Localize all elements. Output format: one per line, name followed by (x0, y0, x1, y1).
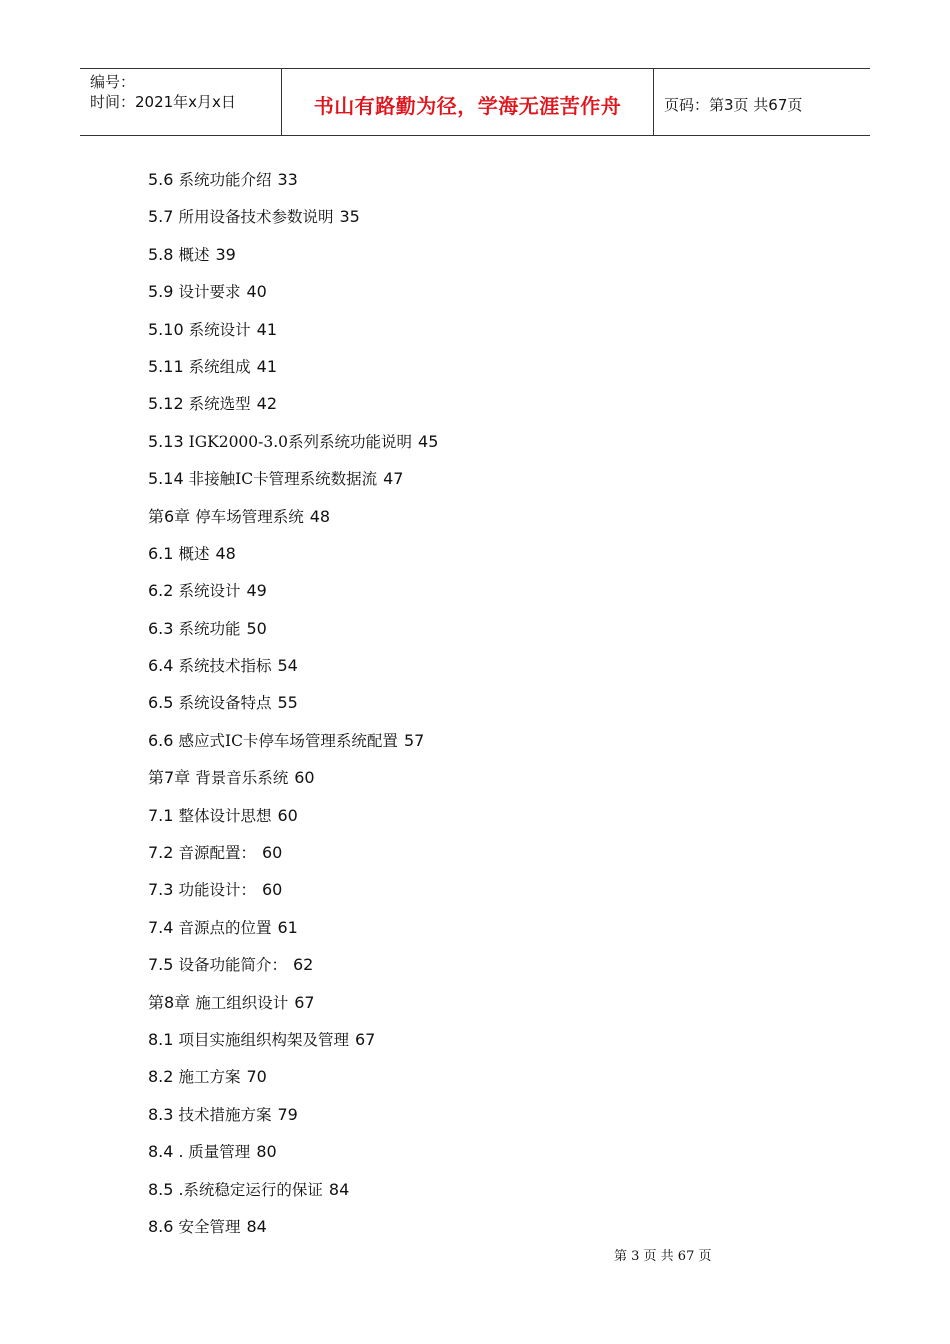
toc-entry-title: 背景音乐系统 (195, 769, 289, 788)
page-footer: 第 3 页 共 67 页 (614, 1249, 712, 1264)
toc-entry[interactable] (148, 203, 438, 240)
toc-entry-number: 6.2 (148, 581, 174, 601)
toc-entry[interactable] (148, 1101, 438, 1138)
toc-entry-title: 系统功能介绍 (178, 171, 272, 189)
toc-entry-title: 音源配置： (178, 844, 256, 863)
toc-entry-page: 33 (277, 170, 298, 189)
header-meta-cell (80, 69, 282, 135)
toc-entry-page: 49 (246, 581, 267, 601)
toc-entry-page: 67 (294, 992, 315, 1012)
toc-entry[interactable] (148, 764, 438, 801)
toc-entry-number: 6.5 (148, 693, 174, 713)
toc-entry-title: 系统设计 (188, 320, 251, 339)
toc-entry-title: 安全管理 (178, 1217, 241, 1236)
toc-entry-page: 39 (215, 244, 236, 264)
toc-entry-title: IGK2000-3.0系列系统功能说明 (188, 432, 413, 451)
toc-entry-number: 8.4 (148, 1142, 174, 1162)
toc-entry-title: 设计要求 (178, 283, 241, 302)
toc-entry-title: 项目实施组织构架及管理 (178, 1030, 349, 1049)
toc-entry-page: 42 (256, 394, 277, 414)
header-page-cell (654, 69, 870, 135)
toc-entry[interactable] (148, 278, 438, 315)
toc-entry-title: 系统选型 (188, 395, 251, 414)
toc-entry-title: 系统设计 (178, 582, 241, 601)
toc-entry-page: 35 (339, 207, 360, 227)
toc-entry-page: 84 (246, 1216, 267, 1236)
toc-entry[interactable] (148, 652, 438, 689)
toc-entry-title: 停车场管理系统 (195, 507, 304, 526)
toc-entry[interactable] (148, 1138, 438, 1175)
toc-entry-page: 54 (277, 656, 298, 676)
toc-entry[interactable] (148, 839, 438, 876)
toc-entry-page: 60 (277, 805, 298, 825)
date-label: 时间：2021年x月x日 (90, 93, 236, 111)
page-header (80, 68, 870, 136)
toc-entry-title: 功能设计： (178, 881, 256, 900)
toc-entry-page: 60 (294, 768, 315, 788)
toc-entry-title: 技术措施方案 (178, 1105, 272, 1124)
toc-entry-number: 7.5 (148, 955, 174, 975)
toc-entry[interactable] (148, 241, 438, 278)
toc-entry-number: 8.2 (148, 1067, 174, 1087)
toc-entry[interactable] (148, 1063, 438, 1100)
toc-entry[interactable] (148, 951, 438, 988)
toc-entry-number: 5.13 (148, 431, 184, 451)
toc-entry[interactable] (148, 1213, 438, 1250)
header-motto-cell (282, 69, 654, 135)
toc-entry-number: 6.3 (148, 618, 174, 638)
toc-entry[interactable] (148, 802, 438, 839)
toc-entry-page: 48 (215, 543, 236, 563)
toc-entry-title: 系统设备特点 (178, 694, 272, 713)
toc-entry-title: 施工组织设计 (195, 993, 289, 1012)
toc-entry-page: 80 (256, 1142, 277, 1162)
toc-entry-title: 概述 (178, 245, 210, 264)
toc-entry[interactable] (148, 914, 438, 951)
toc-entry-number: 第6章 (148, 506, 191, 526)
toc-entry-number: 第7章 (148, 768, 191, 788)
toc-entry-page: 55 (277, 693, 298, 713)
toc-entry-page: 40 (246, 282, 267, 302)
toc-entry-number: 6.1 (148, 543, 174, 563)
toc-entry-title: 施工方案 (178, 1068, 241, 1087)
header-page-info: 页码：第3页 共67页 (664, 95, 803, 114)
toc-entry-number: 8.6 (148, 1216, 174, 1236)
toc-entry-number: 7.2 (148, 843, 174, 863)
toc-entry-title: 感应式IC卡停车场管理系统配置 (178, 731, 398, 750)
toc-entry-number: 8.1 (148, 1029, 174, 1049)
toc-entry-title: 非接触IC卡管理系统数据流 (188, 470, 378, 489)
toc-entry[interactable] (148, 166, 438, 203)
toc-entry-page: 62 (292, 955, 314, 975)
toc-entry-number: 6.4 (148, 656, 174, 676)
toc-entry[interactable] (148, 1026, 438, 1063)
toc-entry-page: 67 (354, 1029, 376, 1049)
toc-entry-number: 5.10 (148, 319, 184, 339)
toc-entry-title: 所用设备技术参数说明 (178, 208, 334, 227)
toc-entry-title: 整体设计思想 (178, 806, 272, 825)
toc-entry-page: 45 (418, 431, 439, 451)
toc-entry[interactable] (148, 615, 438, 652)
toc-entry-number: 第8章 (148, 992, 191, 1012)
toc-entry-number: 8.5 (148, 1179, 174, 1199)
toc-entry-number: 8.3 (148, 1104, 174, 1124)
toc-entry-page: 79 (277, 1104, 298, 1124)
toc-entry-title: 系统功能 (178, 619, 241, 638)
toc-entry[interactable] (148, 876, 438, 913)
toc-entry-number: 5.11 (148, 356, 184, 376)
serial-label: 编号： (90, 73, 136, 91)
toc-entry-page: 47 (383, 469, 404, 489)
toc-entry[interactable] (148, 689, 438, 726)
toc-entry-page: 84 (328, 1179, 350, 1199)
toc-entry-number: 5.12 (148, 394, 184, 414)
toc-entry-page: 60 (261, 843, 283, 863)
toc-entry[interactable] (148, 503, 438, 540)
toc-entry-title: 概述 (178, 544, 210, 563)
toc-entry-page: 60 (261, 880, 283, 900)
toc-entry-number: 7.4 (148, 917, 174, 937)
toc-entry-number: 5.6 (148, 170, 174, 189)
toc-entry-title: 音源点的位置 (178, 918, 272, 937)
toc-entry-title: 系统技术指标 (178, 657, 272, 676)
toc-entry-page: 48 (309, 506, 331, 526)
toc-entry-title: .系统稳定运行的保证 (178, 1180, 323, 1199)
toc-entry-number: 5.8 (148, 244, 174, 264)
toc-entry-number: 5.9 (148, 282, 174, 302)
toc-entry-number: 7.3 (148, 880, 174, 900)
toc-entry-page: 61 (277, 917, 298, 937)
toc-entry[interactable] (148, 540, 438, 577)
toc-entry-title: . 质量管理 (178, 1143, 251, 1162)
toc-entry-page: 70 (246, 1067, 267, 1087)
toc-entry[interactable] (148, 465, 438, 502)
toc-entry[interactable] (148, 353, 438, 390)
toc-entry[interactable] (148, 316, 438, 353)
toc-entry-page: 41 (256, 319, 277, 339)
motto-text: 书山有路勤为径，学海无涯苦作舟 (313, 93, 622, 118)
toc-entry[interactable] (148, 727, 438, 764)
toc-entry[interactable] (148, 577, 438, 614)
toc-entry-title: 系统组成 (188, 357, 251, 376)
toc-entry-number: 5.14 (148, 469, 184, 489)
toc-entry-page: 50 (246, 618, 267, 638)
toc-entry[interactable] (148, 1176, 438, 1213)
toc-entry-number: 7.1 (148, 805, 174, 825)
toc-entry-number: 5.7 (148, 207, 174, 227)
toc-entry[interactable] (148, 989, 438, 1026)
toc-entry-title: 设备功能简介： (178, 956, 287, 975)
toc-entry[interactable] (148, 428, 438, 465)
toc-entry-number: 6.6 (148, 730, 174, 750)
table-of-contents (148, 166, 438, 1250)
toc-entry[interactable] (148, 390, 438, 427)
toc-entry-page: 41 (256, 356, 277, 376)
toc-entry-page: 57 (403, 730, 425, 750)
